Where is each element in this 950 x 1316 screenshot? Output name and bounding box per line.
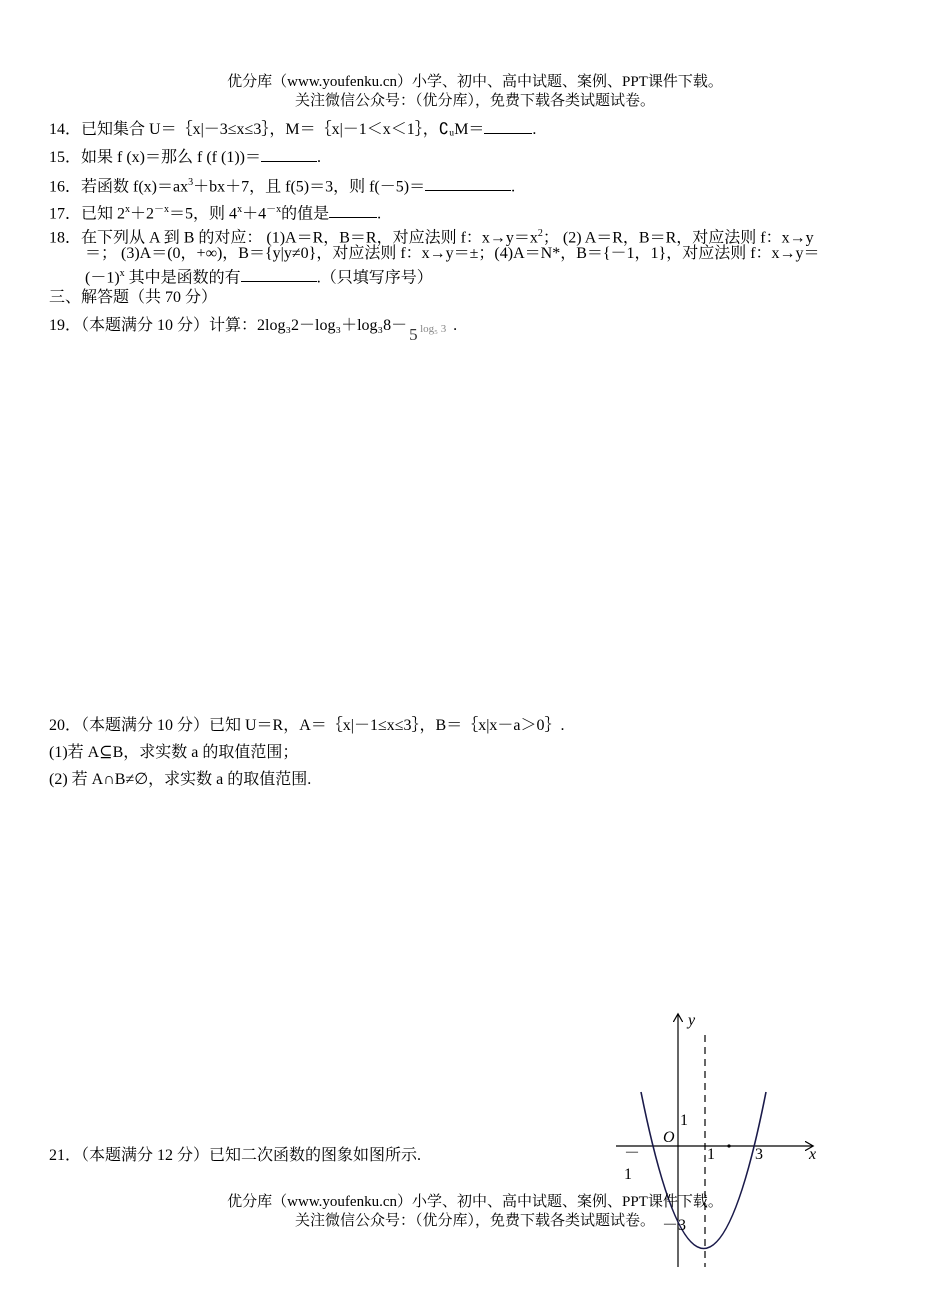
answer-blank-14[interactable]: [484, 118, 532, 134]
parabola-graph: [600, 1005, 840, 1275]
y-tick-label-1: 1: [680, 1112, 688, 1129]
x-tick-label-neg-1: 1: [624, 1166, 632, 1183]
question-18-line-1: 18．在下列从 A 到 B 的对应： (1)A＝R，B＝R，对应法则 f：$x\to y=x^2$； (2) A＝R，B＝R，对应法则 f：x→y: [49, 228, 814, 247]
power-expression: 5 log₅ 3: [409, 323, 447, 344]
x-tick-label-neg-sign: －: [624, 1145, 641, 1162]
y-tick-label-neg-3: －3: [662, 1217, 687, 1234]
answer-blank-16[interactable]: [425, 175, 511, 191]
question-15: 15．如果 f (x)＝那么 f (f (1))＝ .: [49, 146, 321, 168]
question-20-part-2: (2) 若 A∩B≠∅，求实数 a 的取值范围.: [49, 771, 312, 788]
axis-label-x: x: [809, 1146, 817, 1163]
x-tick-label-1: 1: [707, 1146, 715, 1163]
question-18-line-2: ＝； (3)A＝(0，+∞)，B＝{y|y≠0}，对应法则 f：x→y＝±；(4)A＝N*，B＝{－1，1}，对应法则 f：x→y＝: [85, 245, 820, 262]
section-heading-3: 三、解答题（共 70 分）: [49, 289, 218, 306]
question-16: 16．若函数 $f(x)=ax^3+bx+7$，且 f(5)＝3，则 f(－5)＝ .: [49, 177, 516, 196]
axis-label-y: y: [688, 1012, 696, 1029]
answer-blank-18[interactable]: [241, 266, 317, 282]
question-17: 17．已知 $2^x+2^{-x}=5$，则 $4^x+4^{-x}$的值是 .: [49, 204, 382, 223]
footer-line-2: 关注微信公众号：（优分库），免费下载各类试题试卷。: [294, 1213, 655, 1229]
question-14: 14．已知集合 U＝｛x|－3≤x≤3｝，M＝｛x|－1＜x＜1｝，∁ᵤM＝ .: [49, 118, 536, 140]
question-20-line-1: 20．（本题满分 10 分）已知 U＝R，A＝｛x|－1≤x≤3｝，B＝｛x|x－a＞0｝.: [49, 717, 565, 734]
question-20-part-1: (1)若 A⊆B，求实数 a 的取值范围；: [49, 744, 299, 761]
question-18-line-3: $(-1)^x$ 其中是函数的有 .（只填写序号）: [85, 268, 433, 287]
answer-blank-15[interactable]: [261, 146, 317, 162]
header-line-1: 优分库（www.youfenku.cn）小学、初中、高中试题、案例、PPT课件下载。: [227, 74, 723, 90]
point-marker: [727, 1144, 730, 1147]
x-tick-label-3: 3: [755, 1146, 763, 1163]
question-19: 19．（本题满分 10 分）计算：2log₃2－log₃＋log₃8－ 5 log₅ 3 .: [49, 317, 458, 344]
header-line-2: 关注微信公众号：（优分库），免费下载各类试题试卷。: [294, 93, 655, 109]
answer-blank-17[interactable]: [329, 202, 377, 218]
origin-label: O: [663, 1129, 675, 1146]
footer-line-1: 优分库（www.youfenku.cn）小学、初中、高中试题、案例、PPT课件下载。: [227, 1194, 723, 1210]
question-21: 21．（本题满分 12 分）已知二次函数的图象如图所示.: [49, 1147, 422, 1164]
